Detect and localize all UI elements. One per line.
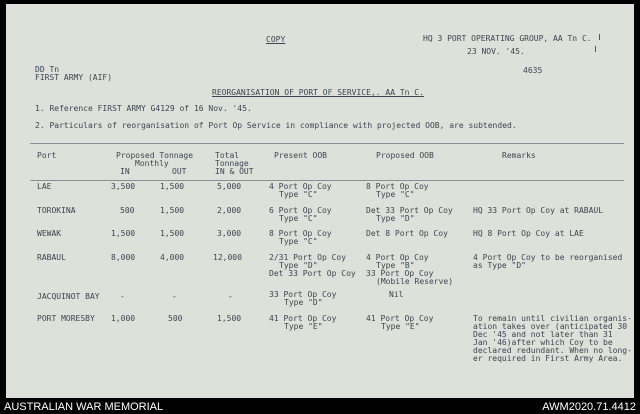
col-header-in: IN bbox=[120, 167, 130, 176]
cell-proposed-oob: Type "C" bbox=[376, 190, 415, 199]
cell-present-oob: Type "D" bbox=[279, 261, 318, 270]
cell-proposed-oob: (Mobile Reserve) bbox=[376, 277, 454, 286]
col-header-monthly: Monthly bbox=[135, 159, 169, 168]
cell-port: PORT MORESBY bbox=[37, 314, 95, 323]
cell-remarks: er required in First Army Area. bbox=[473, 354, 623, 363]
cell-proposed-oob: 8 Port Op Coy bbox=[366, 182, 429, 191]
cell-in: - bbox=[120, 292, 125, 301]
cell-remarks: declared redundant. When no long- bbox=[473, 346, 632, 355]
cell-in: 8,000 bbox=[111, 253, 136, 262]
cell-in: 3,500 bbox=[111, 182, 136, 191]
cell-port: JACQUINOT BAY bbox=[37, 292, 100, 301]
hq-line: HQ 3 PORT OPERATING GROUP, AA Tn C. bbox=[423, 34, 592, 43]
addressee-line-2: FIRST ARMY (AIF) bbox=[35, 73, 113, 82]
cell-present-oob: 33 Port Op Coy bbox=[269, 290, 337, 299]
col-header-remarks: Remarks bbox=[502, 151, 536, 160]
cell-present-oob: 6 Port Op Coy bbox=[269, 206, 332, 215]
cell-in: 1,000 bbox=[111, 314, 136, 323]
col-header-out: OUT bbox=[172, 167, 187, 176]
table-top-rule bbox=[30, 143, 624, 144]
cell-proposed-oob: Type "E" bbox=[381, 322, 420, 331]
footer-accession-number: AWM2020.71.4412 bbox=[542, 401, 636, 413]
cell-proposed-oob: Det 33 Port Op Coy bbox=[366, 206, 453, 215]
cell-present-oob: Type "C" bbox=[279, 190, 318, 199]
cell-total: - bbox=[228, 292, 233, 301]
document-title: REORGANISATION OF PORT OF SERVICE,. AA Tn C. bbox=[212, 88, 424, 97]
cell-present-oob: Type "C" bbox=[279, 214, 318, 223]
cell-remarks: 4 Port Op Coy to be reorganised bbox=[473, 253, 623, 262]
cell-proposed-oob: Det 8 Port Op Coy bbox=[366, 229, 448, 238]
cell-present-oob: 2/31 Port Op Coy bbox=[269, 253, 347, 262]
cell-out: 1,500 bbox=[160, 229, 185, 238]
cell-proposed-oob: 4 Port Op Coy bbox=[366, 253, 429, 262]
paragraph-1: 1. Reference FIRST ARMY G4129 of 16 Nov. '45. bbox=[35, 104, 252, 113]
cell-present-oob: Det 33 Port Op Coy bbox=[269, 269, 356, 278]
cell-proposed-oob: 33 Port Op Coy bbox=[366, 269, 434, 278]
cell-present-oob: 41 Port Op Coy bbox=[269, 314, 337, 323]
cell-present-oob: 4 Port Op Coy bbox=[269, 182, 332, 191]
cell-port: RABAUL bbox=[37, 253, 66, 262]
cell-remarks: Dec '45 and not later than 31 bbox=[473, 330, 613, 339]
cell-proposed-oob: 41 Port Op Coy bbox=[366, 314, 434, 323]
copy-label: COPY bbox=[266, 35, 286, 44]
cell-present-oob: Type "D" bbox=[284, 298, 323, 307]
col-header-tonnage: Tonnage bbox=[215, 159, 249, 168]
paragraph-2: 2. Particulars of reorganisation of Port Op Service in compliance with projected OOB, are subtended. bbox=[35, 121, 517, 130]
cell-remarks: ation takes over (anticipated 30 bbox=[473, 322, 628, 331]
cell-remarks: HQ 8 Port Op Coy at LAE bbox=[473, 229, 584, 238]
cell-port: LAE bbox=[37, 182, 52, 191]
cell-in: 1,500 bbox=[111, 229, 136, 238]
cell-port: TOROKINA bbox=[37, 206, 76, 215]
cell-proposed-oob: Type "D" bbox=[376, 214, 415, 223]
cell-out: - bbox=[172, 292, 177, 301]
cell-total: 5,000 bbox=[217, 182, 242, 191]
cell-out: 500 bbox=[168, 314, 183, 323]
cell-present-oob: Type "C" bbox=[279, 237, 318, 246]
col-header-total: Total bbox=[215, 151, 240, 160]
addressee-line-1: DD Tn bbox=[35, 65, 60, 74]
col-header-proposed-tonnage: Proposed Tonnage bbox=[116, 151, 194, 160]
letter-date: 23 NOV. '45. bbox=[467, 47, 525, 56]
cell-out: 1,500 bbox=[160, 206, 185, 215]
margin-mark bbox=[595, 46, 596, 52]
cell-out: 4,000 bbox=[160, 253, 185, 262]
cell-total: 2,000 bbox=[217, 206, 242, 215]
col-header-port: Port bbox=[37, 151, 57, 160]
cell-remarks: Jan '46)after which Coy to be bbox=[473, 338, 613, 347]
col-header-proposed-oob: Proposed OOB bbox=[376, 151, 434, 160]
table-header-rule bbox=[30, 180, 624, 181]
cell-proposed-oob: Type "B" bbox=[376, 261, 415, 270]
cell-remarks: HQ 33 Port Op Coy at RABAUL bbox=[473, 206, 604, 215]
cell-proposed-oob: Nil bbox=[389, 290, 404, 299]
cell-remarks: as Type "D" bbox=[473, 261, 526, 270]
cell-out: 1,500 bbox=[160, 182, 185, 191]
cell-total: 3,000 bbox=[217, 229, 242, 238]
cell-present-oob: 8 Port Op Coy bbox=[269, 229, 332, 238]
cell-remarks: To remain until civilian organis- bbox=[473, 314, 632, 323]
reference-number: 4635 bbox=[523, 66, 543, 75]
margin-mark bbox=[599, 34, 600, 40]
col-header-in-out: IN & OUT bbox=[215, 167, 254, 176]
footer-source: AUSTRALIAN WAR MEMORIAL bbox=[4, 401, 164, 413]
cell-port: WEWAK bbox=[37, 229, 62, 238]
cell-present-oob: Type "E" bbox=[284, 322, 323, 331]
cell-total: 12,000 bbox=[213, 253, 242, 262]
cell-in: 500 bbox=[120, 206, 135, 215]
cell-total: 1,500 bbox=[217, 314, 242, 323]
col-header-present-oob: Present OOB bbox=[274, 151, 327, 160]
